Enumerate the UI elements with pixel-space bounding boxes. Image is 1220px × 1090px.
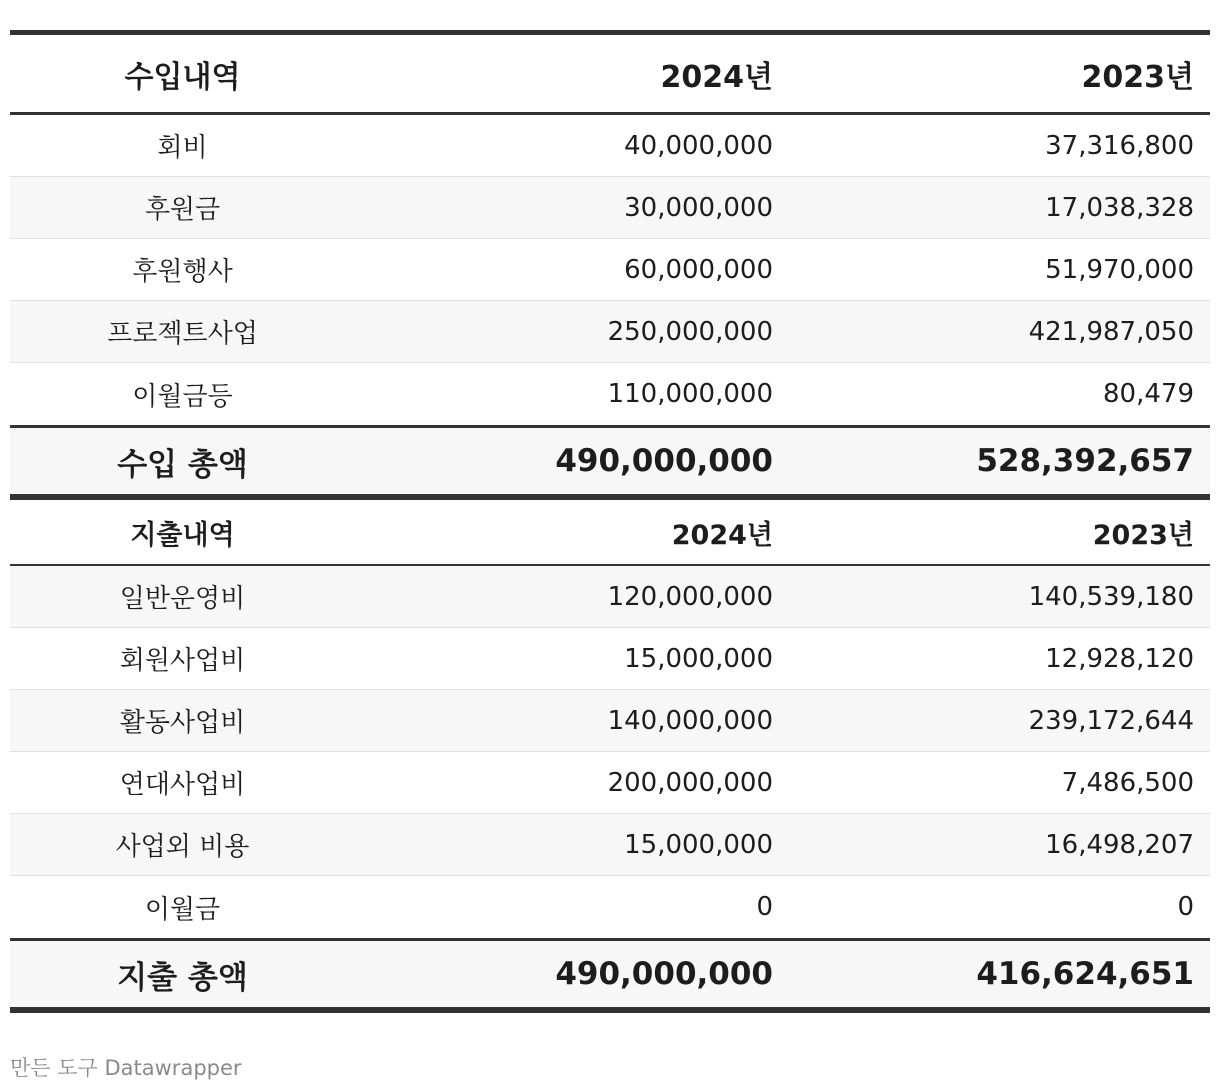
row-label: 후원행사 [132,257,233,287]
row-value-2024: 110,000,000 [607,379,773,409]
row-value-2024: 0 [756,892,773,922]
income-header-2024: 2024년 [660,59,773,95]
expense-header-label: 지출내역 [130,519,235,551]
income-total-2024: 490,000,000 [555,443,773,479]
expense-total-2023: 416,624,651 [976,956,1194,992]
row-value-2024: 140,000,000 [607,705,773,736]
table-row [10,239,1210,301]
table-row [10,301,1210,363]
row-value-2023: 0 [1177,892,1194,922]
row-value-2024: 15,000,000 [624,643,773,674]
row-value-2023: 12,928,120 [1045,643,1194,674]
expense-total-2024: 490,000,000 [555,956,773,992]
row-value-2023: 7,486,500 [1061,767,1194,798]
row-value-2023: 80,479 [1103,379,1194,409]
table-row [10,690,1210,752]
row-label: 후원금 [144,195,221,225]
row-label: 사업외 비용 [115,832,250,862]
row-value-2023: 51,970,000 [1045,254,1194,285]
row-value-2024: 250,000,000 [607,316,773,347]
row-label: 이월금 [144,894,221,925]
row-label: 회비 [157,133,208,163]
table-row [10,628,1210,690]
income-total-2023: 528,392,657 [976,443,1194,479]
table-row [10,115,1210,177]
row-value-2024: 120,000,000 [607,581,773,612]
expense-total-bottom-rule [10,1007,1210,1013]
table-row [10,177,1210,239]
row-label: 활동사업비 [119,708,246,738]
row-label: 회원사업비 [119,646,246,676]
table-row [10,814,1210,876]
table-row [10,876,1210,938]
row-value-2023: 16,498,207 [1045,829,1194,860]
expense-header-2024: 2024년 [671,519,773,551]
income-header-2023: 2023년 [1081,59,1194,95]
expense-total-row [10,941,1210,1007]
expense-header-row [10,500,1210,566]
row-value-2023: 140,539,180 [1028,581,1194,612]
row-label: 연대사업비 [119,770,246,800]
expense-header-2023: 2023년 [1092,519,1194,551]
income-header-row [10,35,1210,115]
income-total-row [10,428,1210,494]
row-label: 프로젝트사업 [107,319,258,349]
row-label: 일반운영비 [119,584,246,614]
row-value-2024: 40,000,000 [624,130,773,161]
credit-link[interactable]: 만든 도구 Datawrapper [10,1056,242,1080]
row-value-2024: 15,000,000 [624,829,773,860]
row-label: 이월금등 [132,381,233,412]
row-value-2023: 17,038,328 [1045,192,1194,223]
row-value-2023: 239,172,644 [1028,705,1194,736]
income-header-label: 수입내역 [124,59,241,95]
table-row [10,752,1210,814]
row-value-2024: 200,000,000 [607,767,773,798]
expense-total-label: 지출 총액 [117,959,248,996]
budget-table [10,30,1210,1013]
income-total-label: 수입 총액 [117,446,248,483]
table-row [10,363,1210,425]
table-row [10,566,1210,628]
row-value-2024: 60,000,000 [624,254,773,285]
row-value-2024: 30,000,000 [624,192,773,223]
row-value-2023: 37,316,800 [1045,130,1194,161]
row-value-2023: 421,987,050 [1028,316,1194,347]
